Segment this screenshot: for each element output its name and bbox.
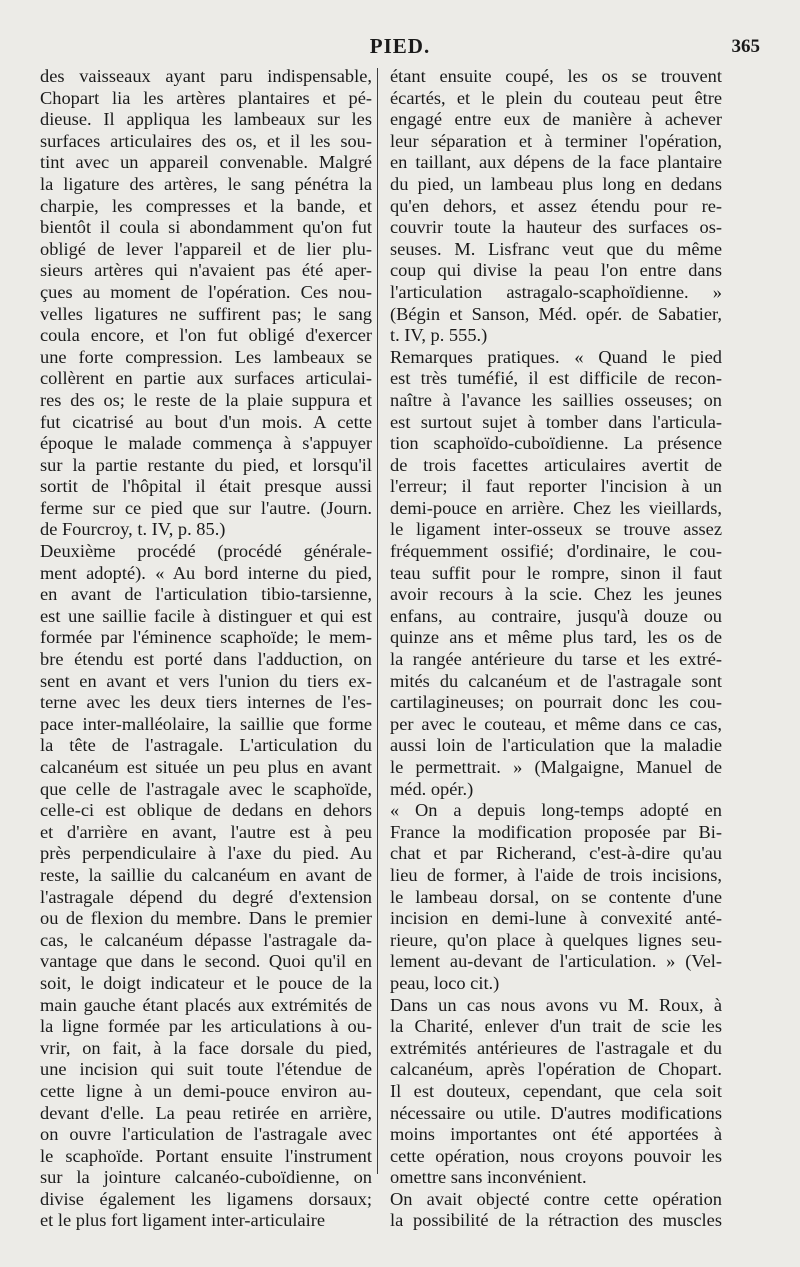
text-line: engagé entre eux de manière à achever (390, 109, 722, 130)
text-line: la ligature des artères, le sang pénétra la (40, 173, 372, 194)
text-line: coup qui divise la peau l'on entre dans (390, 260, 722, 281)
text-line: demi-pouce en arrière. Chez les vieillards, (390, 497, 722, 518)
text-line: celle-ci est oblique de dedans en dehors (40, 800, 372, 821)
text-line: obligé de lever l'appareil et de lier plu- (40, 238, 372, 259)
text-line: surfaces articulaires des os, et il les sou- (40, 130, 372, 151)
text-line: main gauche étant placés aux extrémités de (40, 994, 372, 1015)
text-line: « On a depuis long-temps adopté en (390, 800, 722, 821)
text-line: devant d'elle. La peau retirée en arrière, (40, 1102, 372, 1123)
text-line: Chopart lia les artères plantaires et pé- (40, 87, 372, 108)
text-line: cette opération, nous croyons pouvoir les (390, 1145, 722, 1166)
text-line: quinze ans et même plus tard, les os de (390, 627, 722, 648)
text-line: çues au moment de l'opération. Ces nou- (40, 281, 372, 302)
text-line: incision en demi-lune à convexité anté- (390, 908, 722, 929)
text-line: moins importantes ont été apportées à (390, 1124, 722, 1145)
text-line: l'astragale dépend du degré d'extension (40, 886, 372, 907)
text-line: Dans un cas nous avons vu M. Roux, à (390, 994, 722, 1015)
text-line: sieurs artères qui n'avaient pas été aper- (40, 260, 372, 281)
text-line: près perpendiculaire à l'axe du pied. Au (40, 843, 372, 864)
text-line: ferme sur ce pied que sur l'autre. (Journ. (40, 497, 372, 518)
text-line: couvrir toute la hauteur des surfaces os- (390, 217, 722, 238)
text-line: de trois facettes articulaires avertit de (390, 454, 722, 475)
text-line: formée par l'éminence scaphoïde; le mem- (40, 627, 372, 648)
text-line: coula encore, et l'on fut obligé d'exercer (40, 325, 372, 346)
text-line: tint avec un appareil convenable. Malgré (40, 152, 372, 173)
text-line: ou de flexion du membre. Dans le premier (40, 908, 372, 929)
text-line: sortit de l'hôpital il était presque aussi (40, 476, 372, 497)
text-line: calcanéum est située un peu plus en avant (40, 757, 372, 777)
text-line: velles ligatures ne suffirent pas; le sang (40, 303, 372, 324)
text-line: de Fourcroy, t. IV, p. 85.) (40, 519, 226, 540)
text-line: que celle de l'astragale avec le scaphoïde, (40, 778, 372, 799)
text-line: enfans, au contraire, jusqu'à douze ou (390, 605, 722, 626)
text-line: peau, loco cit.) (390, 972, 500, 993)
text-line: aussi loin de l'articulation que la maladie (390, 735, 722, 756)
text-line: terne avec les deux tiers internes de l'es- (40, 692, 372, 713)
text-line: reste, la saillie du calcanéum en avant de (40, 864, 372, 885)
text-line: res des os; le reste de la plaie suppura et (40, 389, 372, 410)
text-line: omettre sans inconvénient. (390, 1167, 587, 1188)
text-line: collèrent en partie aux surfaces articulai- (40, 368, 372, 389)
text-line: et le plus fort ligament inter-articulaire (40, 1210, 326, 1231)
text-line: vantage que dans le second. Quoi qu'il en (40, 951, 372, 972)
text-line: l'articulation astragalo-scaphoïdienne. » (390, 281, 722, 302)
text-line: la rangée antérieure du tarse et les extré- (390, 649, 722, 670)
text-line: le lambeau dorsal, on se contente d'une (390, 886, 722, 907)
text-line: une forte compression. Les lambeaux se (40, 346, 372, 367)
text-line: t. IV, p. 555.) (390, 325, 488, 346)
text-line: chat et par Richerand, c'est-à-dire qu'au (390, 843, 722, 864)
column-divider (377, 68, 378, 1174)
text-line: méd. opér.) (390, 778, 474, 799)
text-line: fut cicatrisé au bout d'un mois. A cette (40, 411, 372, 432)
text-line: le scaphoïde. Portant ensuite l'instrument (40, 1145, 372, 1166)
text-line: rieure, qu'on place à quelques lignes seu- (390, 929, 722, 950)
text-line: charpie, les compresses et la bande, et (40, 195, 372, 216)
text-line: étant ensuite coupé, les os se trouvent (390, 66, 722, 86)
text-line: cartilagineuses; on pourrait donc les cou- (390, 692, 722, 713)
text-line: nécessaire ou utile. D'autres modifications (390, 1102, 722, 1123)
text-line: cette ligne à un demi-pouce environ au- (40, 1080, 372, 1101)
right-column (390, 66, 722, 1232)
text-line: le ligament inter-osseux se trouve assez (390, 519, 722, 540)
text-line: bre étendu est porté dans l'adduction, on (40, 649, 372, 670)
text-line: Il est douteux, cependant, que cela soit (390, 1080, 722, 1101)
text-line: la tête de l'astragale. L'articulation du (40, 735, 372, 756)
text-line: en taillant, aux dépens de la face plantaire (390, 152, 722, 173)
text-line: France la modification proposée par Bi- (390, 821, 722, 842)
text-line: est une saillie facile à distinguer et qui est (40, 605, 372, 626)
text-line: mités du calcanéum et de l'astragale sont (390, 670, 722, 691)
text-line: bientôt il coula si abondamment qu'on fut (40, 217, 372, 238)
text-line: écartés, et le plein du couteau peut être (390, 87, 722, 108)
text-line: des vaisseaux ayant paru indispensable, (40, 66, 372, 86)
text-line: la ligne formée par les articulations à ou- (40, 1016, 372, 1037)
text-line: cas, le calcanéum dépasse l'astragale da- (40, 929, 372, 950)
text-line: divise également les ligamens dorsaux; (40, 1188, 372, 1209)
text-line: ment adopté). « Au bord interne du pied, (40, 562, 372, 583)
text-line: sur la jointure calcanéo-cuboïdienne, on (40, 1167, 372, 1188)
text-line: calcanéum, après l'opération de Chopart. (390, 1059, 722, 1080)
text-line: leur séparation et à terminer l'opération, (390, 130, 722, 151)
text-line: per avec le couteau, et même dans ce cas, (390, 713, 722, 734)
text-line: naître à l'avance les saillies osseuses; on (390, 389, 722, 410)
text-line: une incision qui suit toute l'étendue de (40, 1059, 372, 1080)
text-line: (Bégin et Sanson, Méd. opér. de Sabatier, (390, 303, 722, 324)
left-column (40, 66, 372, 1232)
text-line: on ouvre l'articulation de l'astragale avec (40, 1124, 372, 1145)
text-line: sur la partie restante du pied, et lorsqu'il (40, 454, 372, 475)
text-line: l'erreur; il faut reporter l'incision à un (390, 476, 722, 497)
text-line: On avait objecté contre cette opération (390, 1188, 722, 1209)
text-line: fréquemment ossifié; d'ordinaire, le cou- (390, 541, 722, 562)
text-line: le permettrait. » (Malgaigne, Manuel de (390, 757, 722, 777)
text-line: sent en avant et vers l'union du tiers ex- (40, 670, 372, 691)
text-line: époque le malade commença à s'appuyer (40, 433, 372, 454)
running-head: PIED. (369, 34, 431, 58)
page-number: 365 (731, 36, 760, 57)
text-line: qu'en dehors, et assez étendu pour re- (390, 195, 722, 216)
page-header (40, 34, 760, 62)
text-line: et d'arrière en avant, l'autre est à peu (40, 821, 372, 842)
text-line: seuses. M. Lisfranc veut que du même (390, 238, 722, 259)
text-line: tion scaphoïdo-cuboïdienne. La présence (390, 433, 722, 454)
text-line: en avant de l'articulation tibio-tarsienne, (40, 584, 372, 605)
text-line: du pied, un lambeau plus long en dedans (390, 173, 722, 194)
text-line: dieuse. Il appliqua les lambeaux sur les (40, 109, 372, 130)
text-line: teau suffit pour le rompre, sinon il faut (390, 562, 722, 583)
text-line: est surtout sujet à tomber dans l'articula- (390, 411, 722, 432)
text-line: Remarques pratiques. « Quand le pied (390, 346, 722, 367)
text-line: lement au-devant de l'articulation. » (Vel- (390, 951, 722, 972)
text-line: est très tuméfié, il est difficile de recon- (390, 368, 722, 389)
text-line: lieu de former, à l'aide de trois incisions, (390, 864, 722, 885)
text-line: soit, le doigt indicateur et le pouce de la (40, 972, 372, 993)
text-line: la Charité, enlever d'un trait de scie les (390, 1016, 722, 1037)
text-line: extrémités antérieures de l'astragale et du (390, 1037, 722, 1058)
text-line: la possibilité de la rétraction des muscles (390, 1210, 722, 1231)
text-line: pace inter-malléolaire, la saillie que forme (40, 713, 372, 734)
text-line: avoir recours à la scie. Chez les jeunes (390, 584, 722, 605)
text-line: vrir, on fait, à la face dorsale du pied, (40, 1037, 372, 1058)
text-line: Deuxième procédé (procédé générale- (40, 541, 372, 562)
